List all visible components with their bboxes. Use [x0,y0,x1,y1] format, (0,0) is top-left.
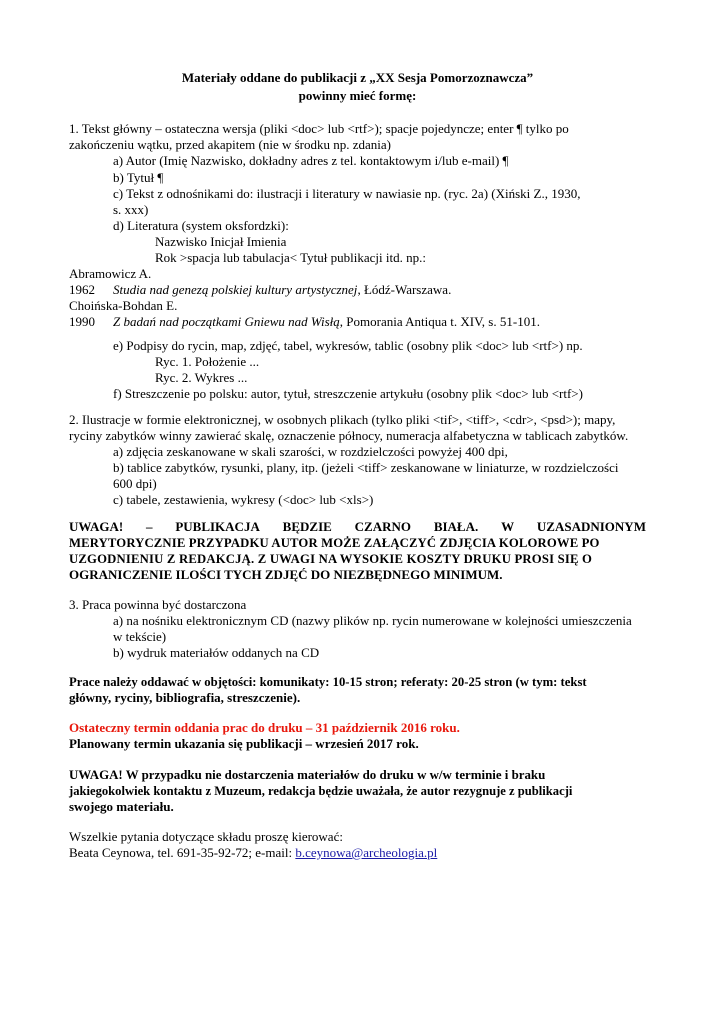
contact-line2 [69,845,437,861]
section1-item-d: d) Literatura (system oksfordzki): [113,218,289,233]
example1-author: Abramowicz A. [69,266,152,281]
warning2-line1: UWAGA! W przypadku nie dostarczenia materiałów do druku w w/w terminie i braku [69,768,546,782]
section2-line1: 2. Ilustracje w formie elektronicznej, w osobnych plikach (tylko pliki <tif>, <tiff>, <cdr>, <psd>); mapy, [69,412,616,427]
section2-item-b-line1: b) tablice zabytków, rysunki, plany, itp. (jeżeli <tiff> zeskanowane w liniaturze, w rozdzielczości [113,460,619,475]
warning1-word: PUBLIKACJA [175,519,260,534]
contact-line1: Wszelkie pytania dotyczące składu proszę kierować: [69,829,343,844]
example2-year: 1990 [69,314,95,329]
section1-item-d-sub2: Rok >spacja lub tabulacja< Tytuł publikacji itd. np.: [155,250,426,265]
section1-item-e: e) Podpisy do rycin, map, zdjęć, tabel, wykresów, tablic (osobny plik <doc> lub <rtf>) np. [113,338,583,353]
warning1-line3: UZGODNIENIU Z REDAKCJĄ. Z UWAGI NA WYSOKIE KOSZTY DRUKU PROSI SIĘ O [69,552,593,566]
warning1-word: – [146,519,153,534]
warning1-line4: OGRANICZENIE ILOŚCI TYCH ZDJĘĆ DO NIEZBĘDNEGO MINIMUM. [69,567,503,582]
title-line-2: powinny mieć formę: [298,88,417,103]
contact-prefix: Beata Ceynowa, tel. 691-35-92-72; e-mail: [69,845,296,860]
section1-item-c-line2: s. xxx) [113,202,149,217]
warning1-word: UWAGA! [69,519,124,534]
section1-line1: 1. Tekst główny – ostateczna wersja (pliki <doc> lub <rtf>); spacje pojedyncze; enter ¶ tylko po [69,121,569,136]
volume-line2: główny, ryciny, bibliografia, streszczenie). [69,690,301,705]
section1-item-f: f) Streszczenie po polsku: autor, tytuł, streszczenie artykułu (osobny plik <doc> lub <rtf>) [113,386,583,401]
section1-item-e-sub2: Ryc. 2. Wykres ... [155,370,248,385]
example2-author: Choińska-Bohdan E. [69,298,178,313]
warning2-line3: swojego materiału. [69,799,174,814]
deadline-text: Ostateczny termin oddania prac do druku – 31 październik 2016 roku. [69,720,460,735]
section1-item-a: a) Autor (Imię Nazwisko, dokładny adres z tel. kontaktowym i/lub e-mail) ¶ [113,153,509,168]
example1-title: Studia nad genezą polskiej kultury artystycznej [113,282,358,297]
contact-email-link[interactable]: b.ceynowa@archeologia.pl [295,845,438,860]
section3-item-b: b) wydruk materiałów oddanych na CD [113,645,320,660]
section1-item-c-line1: c) Tekst z odnośnikami do: ilustracji i literatury w nawiasie np. (ryc. 2a) (Xiński Z., 1930, [113,186,581,201]
section1-item-d-sub1: Nazwisko Inicjał Imienia [155,234,287,249]
warning1-word: W [501,519,515,534]
warning1-line1 [69,519,646,535]
volume-line1: Prace należy oddawać w objętości: komunikaty: 10-15 stron; referaty: 20-25 stron (w tym: tekst [69,675,587,689]
example2-rest: , Pomorania Antiqua t. XIV, s. 51-101. [339,314,540,329]
section1-item-e-sub1: Ryc. 1. Położenie ... [155,354,260,369]
section3-line1: 3. Praca powinna być dostarczona [69,597,247,612]
section2-item-c: c) tabele, zestawienia, wykresy (<doc> lub <xls>) [113,492,374,507]
warning2-line2: jakiegokolwiek kontaktu z Muzeum, redakcja będzie uważała, że autor rezygnuje z publikacji [69,784,573,798]
section2-item-b-line2: 600 dpi) [113,476,157,491]
section2-item-a: a) zdjęcia zeskanowane w skali szarości, w rozdzielczości powyżej 400 dpi, [113,444,508,459]
section2-line2: ryciny zabytków winny zawierać skalę, oznaczenie północy, numeracja alfabetyczna w tablicach zabytków. [69,428,629,443]
section3-item-a-line1: a) na nośniku elektronicznym CD (nazwy plików np. rycin numerowane w kolejności umieszczenia [113,613,632,628]
section3-item-a-line2: w tekście) [113,629,167,644]
warning1-word: UZASADNIONYM [536,519,646,534]
planned-publication-text: Planowany termin ukazania się publikacji – wrzesień 2017 rok. [69,736,419,751]
warning1-line2: MERYTORYCZNIE PRZYPADKU AUTOR MOŻE ZAŁĄCZYĆ ZDJĘCIA KOLOROWE PO [69,536,600,550]
warning1-word: BIAŁA. [433,519,479,534]
example1-citation [113,282,451,298]
example1-rest: , Łódź-Warszawa. [357,282,452,297]
warning1-word: CZARNO [354,519,411,534]
warning1-word: BĘDZIE [282,519,332,534]
example2-citation [113,314,540,330]
section1-item-b: b) Tytuł ¶ [113,170,164,185]
section1-line2: zakończeniu wątku, przed akapitem (nie w środku np. zdania) [69,137,391,152]
title-line-1: Materiały oddane do publikacji z „XX Sesja Pomorzoznawcza” [181,70,534,85]
example2-title: Z badań nad początkami Gniewu nad Wisłą [113,314,340,329]
example1-year: 1962 [69,282,95,297]
